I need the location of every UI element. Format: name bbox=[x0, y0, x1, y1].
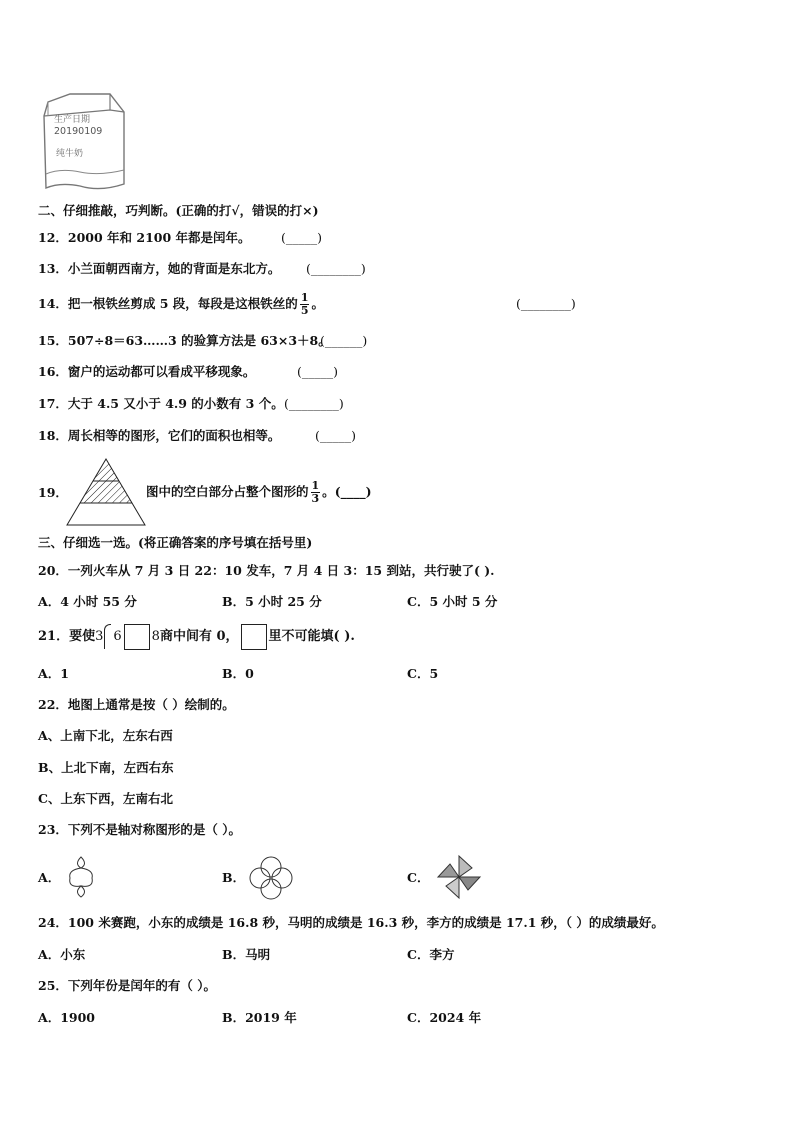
q19-number: 19． bbox=[38, 485, 68, 500]
q19-fraction bbox=[311, 480, 321, 505]
q20-option-b[interactable]: B．5 小时 25 分 bbox=[222, 594, 322, 609]
q20-option-c[interactable]: C．5 小时 5 分 bbox=[407, 594, 498, 609]
q12-answer-blank[interactable]: (_____) bbox=[281, 230, 323, 245]
q20-option-a[interactable]: A．4 小时 55 分 bbox=[38, 594, 137, 609]
division-bracket-icon bbox=[104, 624, 111, 649]
division-digit-1: 6 bbox=[113, 629, 122, 644]
carton-label-date-title: 生产日期 bbox=[54, 115, 91, 125]
q12-text: 12．2000 年和 2100 年都是闰年。 bbox=[38, 230, 251, 245]
leaf-shape-icon bbox=[66, 856, 96, 898]
milk-carton-icon bbox=[40, 92, 130, 194]
q14-fraction bbox=[300, 292, 310, 317]
q14-fraction-denominator: 5 bbox=[300, 304, 309, 317]
q19-fraction-numerator: 1 bbox=[311, 479, 320, 492]
q21-text bbox=[38, 623, 355, 651]
q16-text: 16．窗户的运动都可以看成平移现象。 bbox=[38, 364, 256, 379]
q15-answer-blank[interactable]: (______) bbox=[320, 333, 368, 348]
q13-text: 13．小兰面朝西南方，她的背面是东北方。 bbox=[38, 261, 281, 276]
q19-text-after: 。 bbox=[322, 484, 335, 499]
q24-option-c[interactable]: C．李方 bbox=[407, 947, 455, 962]
q20-text: 20．一列火车从 7 月 3 日 22：10 发车，7 月 4 日 3：15 到站，共行驶了( ). bbox=[38, 563, 495, 578]
q24-option-b[interactable]: B．马明 bbox=[222, 947, 271, 962]
division-blank-box[interactable] bbox=[124, 624, 150, 650]
q16-answer-blank[interactable]: (_____) bbox=[297, 364, 339, 379]
q19-answer-blank[interactable]: (____) bbox=[334, 484, 372, 499]
carton-label-product: 纯牛奶 bbox=[56, 149, 84, 159]
q23-option-c[interactable]: C． bbox=[407, 870, 430, 885]
q19-fraction-denominator: 3 bbox=[311, 492, 320, 505]
q24-text: 24．100 米赛跑，小东的成绩是 16.8 秒，马明的成绩是 16.3 秒，李方的成绩是 17.1 秒，（ ）的成绩最好。 bbox=[38, 915, 664, 930]
pinwheel-icon bbox=[436, 854, 482, 900]
q23-text: 23．下列不是轴对称图形的是（ ）。 bbox=[38, 822, 241, 837]
q14-text bbox=[38, 290, 324, 318]
q25-option-c[interactable]: C．2024 年 bbox=[407, 1010, 482, 1025]
q21-number: 21．要使 bbox=[38, 629, 96, 644]
triangle-figure-icon bbox=[66, 457, 146, 527]
q19-text-before: 图中的空白部分占整个图形的 bbox=[146, 484, 309, 499]
q21-option-b[interactable]: B．0 bbox=[222, 666, 254, 681]
section3-heading: 三、仔细选一选。(将正确答案的序号填在括号里) bbox=[38, 535, 313, 550]
q19-text bbox=[146, 478, 372, 506]
q22-text: 22．地图上通常是按（ ）绘制的。 bbox=[38, 697, 235, 712]
q14-text-after: 。 bbox=[311, 296, 324, 311]
q15-text: 15．507÷8＝63……3 的验算方法是 63×3＋8。 bbox=[38, 333, 331, 348]
q22-option-b[interactable]: B、上北下南，左西右东 bbox=[38, 760, 174, 775]
q25-option-a[interactable]: A．1900 bbox=[38, 1010, 95, 1025]
q18-text: 18．周长相等的图形，它们的面积也相等。 bbox=[38, 428, 281, 443]
q22-option-c[interactable]: C、上东下西，左南右北 bbox=[38, 791, 173, 806]
q21-mid-text: 商中间有 0， bbox=[159, 629, 239, 644]
q21-end-text: 里不可能填( ). bbox=[268, 629, 355, 644]
q14-text-before: 14．把一根铁丝剪成 5 段，每段是这根铁丝的 bbox=[38, 296, 298, 311]
q25-text: 25．下列年份是闰年的有（ ）。 bbox=[38, 978, 216, 993]
division-digit-3: 8 bbox=[151, 629, 160, 644]
q14-fraction-numerator: 1 bbox=[300, 291, 309, 304]
q21-option-a[interactable]: A．1 bbox=[38, 666, 69, 681]
q14-answer-blank[interactable]: (________) bbox=[516, 296, 576, 311]
carton-label-date: 20190109 bbox=[54, 126, 103, 137]
q17-text: 17．大于 4.5 又小于 4.9 的小数有 3 个。 bbox=[38, 396, 284, 411]
q25-option-b[interactable]: B．2019 年 bbox=[222, 1010, 297, 1025]
q23-option-b[interactable]: B． bbox=[222, 870, 246, 885]
division-divisor: 3 bbox=[95, 629, 104, 644]
q21-ref-box bbox=[241, 624, 267, 650]
four-circles-icon bbox=[249, 856, 293, 900]
q24-option-a[interactable]: A．小东 bbox=[38, 947, 86, 962]
q13-answer-blank[interactable]: (________) bbox=[306, 261, 366, 276]
q23-option-a[interactable]: A． bbox=[38, 870, 61, 885]
section2-heading: 二、仔细推敲，巧判断。(正确的打√，错误的打×) bbox=[38, 203, 319, 218]
q22-option-a[interactable]: A、上南下北，左东右西 bbox=[38, 728, 173, 743]
q17-answer-blank[interactable]: (________) bbox=[284, 396, 344, 411]
q21-option-c[interactable]: C．5 bbox=[407, 666, 439, 681]
q18-answer-blank[interactable]: (_____) bbox=[315, 428, 357, 443]
